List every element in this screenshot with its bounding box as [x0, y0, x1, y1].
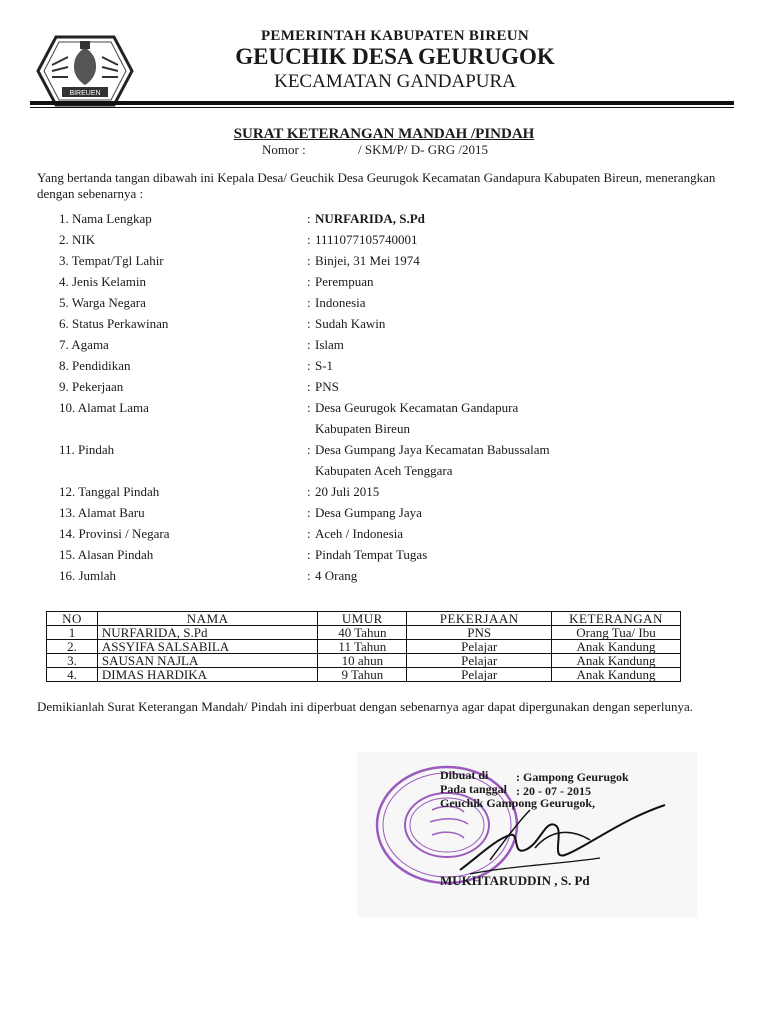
handwritten-signature-icon [450, 800, 675, 880]
field-colon: : [307, 568, 311, 583]
col-header-keterangan: KETERANGAN [552, 612, 681, 626]
field-colon: : [307, 526, 311, 541]
cell-nama: SAUSAN NAJLA [97, 654, 318, 668]
regency-logo-icon [34, 27, 136, 109]
table-row [47, 668, 681, 682]
signer-name: MUKHTARUDDIN , S. Pd [440, 873, 590, 888]
field-label: 10. Alamat Lama [59, 400, 149, 415]
field-colon: : [307, 379, 311, 394]
letterhead-rule-thick [30, 101, 734, 105]
field-value: Desa Gumpang Jaya Kecamatan Babussalam [315, 442, 550, 457]
cell-no: 2. [47, 640, 98, 654]
col-header-no: NO [47, 612, 98, 626]
field-value-continued: Kabupaten Bireun [315, 421, 410, 436]
field-label: 15. Alasan Pindah [59, 547, 154, 562]
field-value: 20 Juli 2015 [315, 484, 380, 499]
cell-pekerjaan: Pelajar [407, 668, 552, 682]
field-value: Aceh / Indonesia [315, 526, 404, 541]
cell-pekerjaan: Pelajar [407, 654, 552, 668]
cell-nama: DIMAS HARDIKA [97, 668, 318, 682]
field-colon: : [307, 337, 311, 352]
field-value-continued: Kabupaten Aceh Tenggara [315, 463, 453, 478]
letterhead-line-1: PEMERINTAH KABUPATEN BIREUN [260, 28, 530, 44]
cell-pekerjaan: PNS [407, 626, 552, 640]
field-label: 8. Pendidikan [59, 358, 131, 373]
field-label: 6. Status Perkawinan [59, 316, 169, 331]
col-header-umur: UMUR [318, 612, 407, 626]
field-value: Desa Gumpang Jaya [315, 505, 422, 520]
document-title: SURAT KETERANGAN MANDAH /PINDAH [233, 126, 535, 142]
cell-umur: 11 Tahun [318, 640, 407, 654]
cell-pekerjaan: Pelajar [407, 640, 552, 654]
cell-nama: ASSYIFA SALSABILA [97, 640, 318, 654]
signer-position: Geuchik Gampong Geurugok, [440, 796, 596, 810]
closing-paragraph: Demikianlah Surat Keterangan Mandah/ Pindah ini diperbuat dengan sebenarnya agar dapat dipergunakan dengan seperlunya. [37, 699, 694, 714]
field-label: 1. Nama Lengkap [59, 211, 152, 226]
col-header-nama: NAMA [97, 612, 318, 626]
made-at-value: : Gampong Geurugok [516, 770, 629, 784]
col-header-pekerjaan: PEKERJAAN [407, 612, 552, 626]
field-value: 4 Orang [315, 568, 358, 583]
field-value: Desa Geurugok Kecamatan Gandapura [315, 400, 519, 415]
field-value: Perempuan [315, 274, 374, 289]
cell-no: 3. [47, 654, 98, 668]
letterhead-line-2: GEUCHIK DESA GEURUGOK [235, 44, 555, 69]
date-value: : 20 - 07 - 2015 [516, 784, 591, 798]
field-label: 5. Warga Negara [59, 295, 146, 310]
field-value: Binjei, 31 Mei 1974 [315, 253, 420, 268]
cell-umur: 9 Tahun [318, 668, 407, 682]
letterhead-rule-thin [30, 107, 734, 108]
table-row [47, 654, 681, 668]
field-label: 9. Pekerjaan [59, 379, 124, 394]
cell-keterangan: Anak Kandung [552, 654, 681, 668]
cell-nama: NURFARIDA, S.Pd [97, 626, 318, 640]
nomor-value: / SKM/P/ D- GRG /2015 [358, 142, 489, 157]
cell-keterangan: Anak Kandung [552, 668, 681, 682]
cell-no: 4. [47, 668, 98, 682]
field-value: Pindah Tempat Tugas [315, 547, 428, 562]
field-label: 12. Tanggal Pindah [59, 484, 160, 499]
field-label: 11. Pindah [59, 442, 115, 457]
field-colon: : [307, 547, 311, 562]
field-label: 13. Alamat Baru [59, 505, 145, 520]
table-row [47, 626, 681, 640]
cell-keterangan: Anak Kandung [552, 640, 681, 654]
field-label: 4. Jenis Kelamin [59, 274, 147, 289]
field-value: Sudah Kawin [315, 316, 386, 331]
field-value: Indonesia [315, 295, 366, 310]
field-label: 7. Agama [59, 337, 109, 352]
field-colon: : [307, 274, 311, 289]
intro-paragraph: Yang bertanda tangan dibawah ini Kepala Desa/ Geuchik Desa Geurugok Kecamatan Gandapura Kabupaten Bireun, menerangkan dengan sebenarnya : [37, 170, 716, 201]
cell-no: 1 [47, 626, 98, 640]
field-colon: : [307, 211, 311, 226]
field-colon: : [307, 400, 311, 415]
field-label: 16. Jumlah [59, 568, 117, 583]
field-colon: : [307, 232, 311, 247]
field-value-name: NURFARIDA, S.Pd [315, 211, 425, 226]
made-at-label: Dibuat di [440, 768, 489, 782]
field-colon: : [307, 442, 311, 457]
cell-keterangan: Orang Tua/ Ibu [552, 626, 681, 640]
family-table [46, 611, 681, 682]
field-value: 1111077105740001 [315, 232, 418, 247]
logo-text: BIREUEN [69, 90, 101, 97]
field-label: 14. Provinsi / Negara [59, 526, 170, 541]
cell-umur: 40 Tahun [318, 626, 407, 640]
field-value: S-1 [315, 358, 334, 373]
table-row [47, 640, 681, 654]
field-colon: : [307, 253, 311, 268]
field-colon: : [307, 484, 311, 499]
table-header-row [47, 612, 681, 626]
nomor-label: Nomor : [262, 142, 306, 157]
date-label: Pada tanggal [440, 782, 508, 796]
field-colon: : [307, 316, 311, 331]
letterhead-line-3: KECAMATAN GANDAPURA [274, 71, 516, 92]
field-value: PNS [315, 379, 339, 394]
field-colon: : [307, 295, 311, 310]
field-colon: : [307, 358, 311, 373]
field-label: 2. NIK [59, 232, 96, 247]
field-label: 3. Tempat/Tgl Lahir [59, 253, 164, 268]
field-value: Islam [315, 337, 344, 352]
cell-umur: 10 ahun [318, 654, 407, 668]
field-colon: : [307, 505, 311, 520]
